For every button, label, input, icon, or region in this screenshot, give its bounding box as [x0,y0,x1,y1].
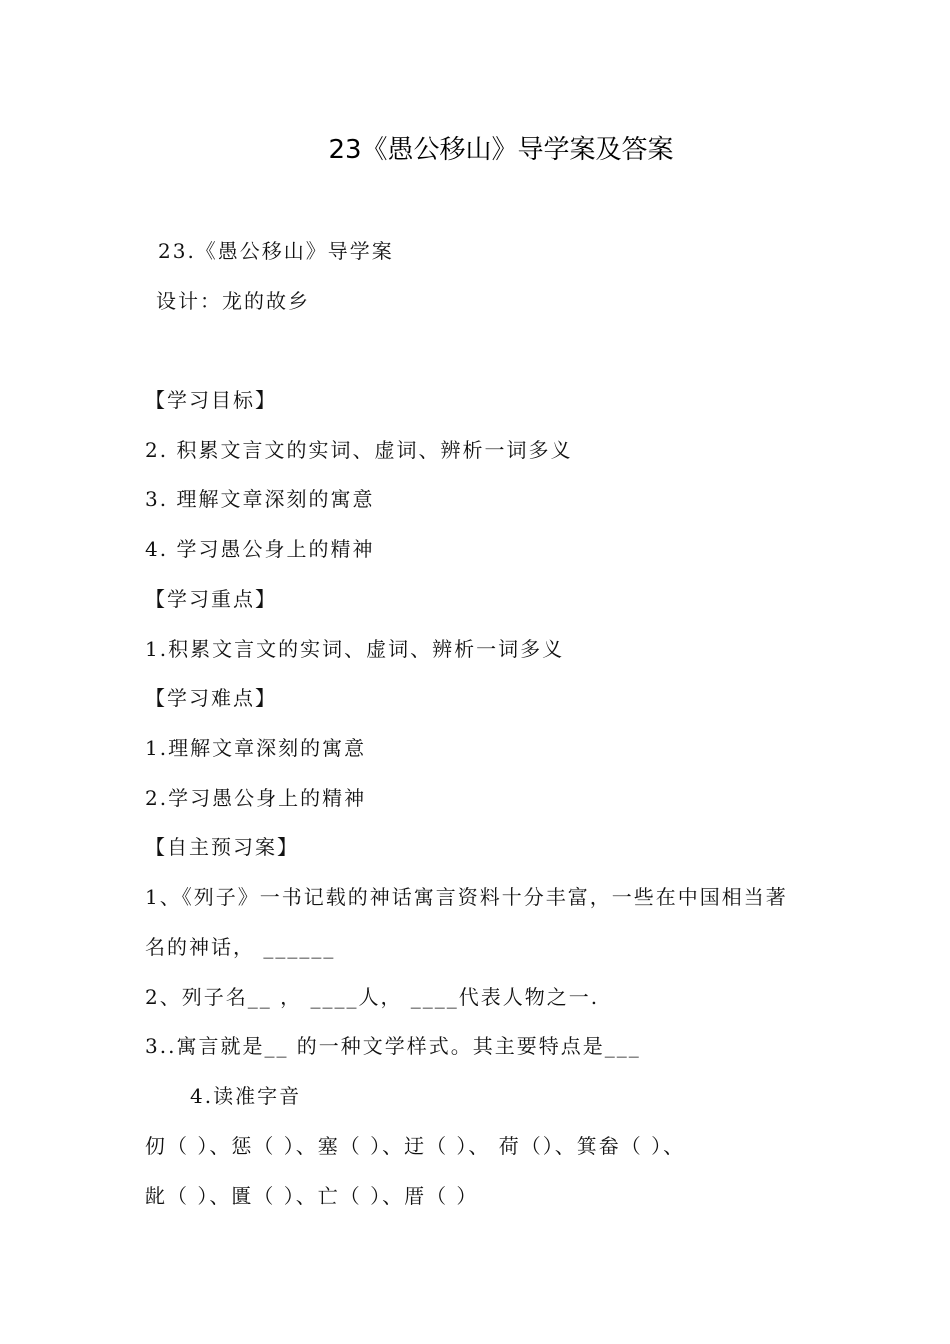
key-points-heading: 【学习重点】 [145,587,277,611]
difficulties-heading: 【学习难点】 [145,686,277,710]
preview-question-2: 2、列子名__ ， ____人， ____代表人物之一. [145,985,600,1009]
designer-line: 设计：龙的故乡 [156,289,310,313]
preview-question-1: 1、《列子》一书记载的神话寓言资料十分丰富，一些在中国相当著 [145,885,788,909]
difficulty-item: 1.理解文章深刻的寓意 [145,736,367,760]
preview-question-4: 4.读准字音 [190,1084,302,1108]
goal-item: 2. 积累文言文的实词、虚词、辨析一词多义 [145,438,573,462]
pronunciation-line: 仞（ ）、惩（ ）、塞（ ）、迂（ ）、 荷（）、箕畚（ ）、 [145,1134,686,1158]
goals-heading: 【学习目标】 [145,388,277,412]
pronunciation-line: 龀（ ）、匱（ ）、亡（ ）、厝（ ） [145,1184,479,1208]
goal-item: 3. 理解文章深刻的寓意 [145,487,375,511]
preview-question-1-cont: 名的神话， ______ [145,935,336,959]
document-subtitle: 23.《愚公移山》导学案 [158,239,394,263]
goal-item: 4. 学习愚公身上的精神 [145,537,375,561]
page-title: 23《愚公移山》导学案及答案 [328,135,674,165]
key-point-item: 1.积累文言文的实词、虚词、辨析一词多义 [145,637,565,661]
difficulty-item: 2.学习愚公身上的精神 [145,786,367,810]
preview-heading: 【自主预习案】 [145,835,299,859]
preview-question-3: 3..寓言就是__ 的一种文学样式。其主要特点是___ [145,1034,641,1058]
